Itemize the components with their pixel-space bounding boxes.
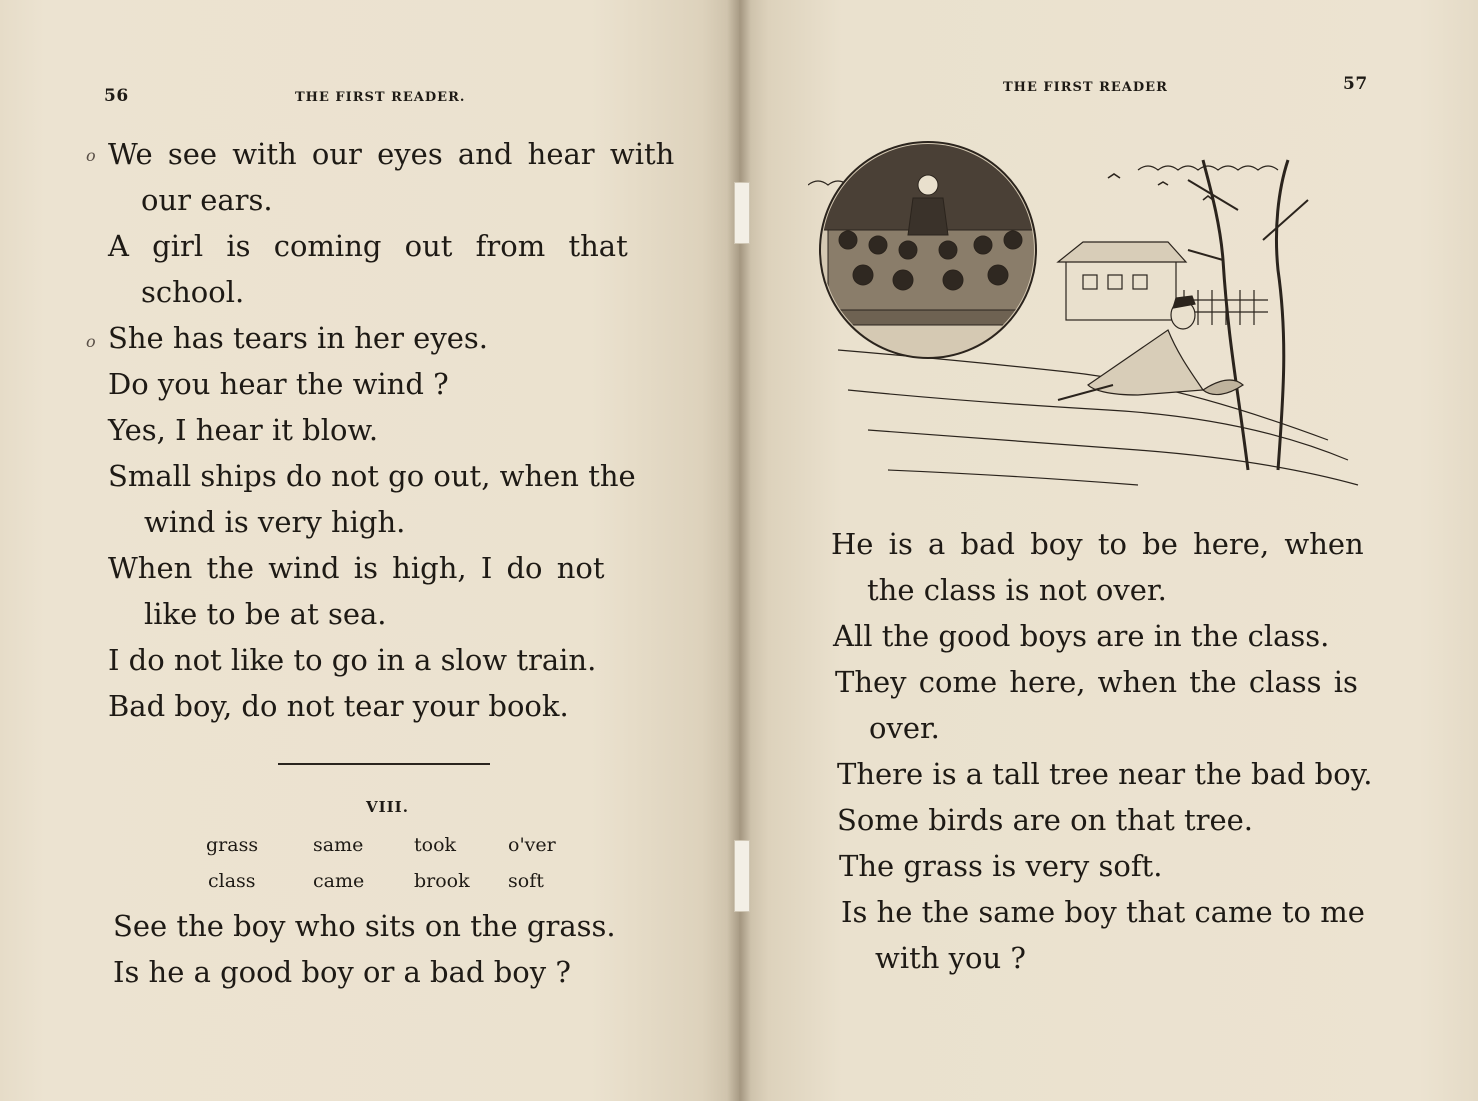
text-line: Is he the same boy that came to me (841, 895, 1365, 929)
text-line: Is he a good boy or a bad boy ? (113, 955, 571, 989)
engraving-illustration (808, 140, 1364, 510)
text-line: We see with our eyes and hear with (108, 137, 675, 171)
section-divider (278, 763, 490, 765)
vocabulary-word: o'ver (508, 834, 556, 856)
vocabulary-word: grass (206, 834, 259, 856)
text-line: They come here, when the class is (835, 665, 1358, 699)
text-line: Yes, I hear it blow. (108, 413, 379, 447)
text-line: The grass is very soft. (839, 849, 1163, 883)
page-number-right: 57 (1343, 74, 1368, 94)
page-number-left: 56 (104, 86, 129, 106)
vocabulary-word: soft (508, 870, 544, 892)
margin-mark-icon: o (86, 146, 96, 165)
text-line: There is a tall tree near the bad boy. (837, 757, 1373, 791)
text-line: He is a bad boy to be here, when (831, 527, 1364, 561)
text-line: with you ? (875, 941, 1026, 975)
running-head-left: THE FIRST READER. (295, 90, 466, 105)
text-line: All the good boys are in the class. (833, 619, 1330, 653)
text-line: over. (869, 711, 940, 745)
running-head-right: THE FIRST READER (1003, 80, 1168, 95)
text-line: Do you hear the wind ? (108, 367, 449, 401)
text-line: When the wind is high, I do not (108, 551, 605, 585)
vocabulary-word: took (414, 834, 457, 856)
vocabulary-word: class (208, 870, 256, 892)
text-line: school. (141, 275, 245, 309)
book-spine (727, 0, 751, 1101)
text-line: wind is very high. (144, 505, 406, 539)
vocabulary-word: same (313, 834, 364, 856)
vocabulary-word: brook (414, 870, 470, 892)
binding-thread (734, 182, 750, 244)
text-line: A girl is coming out from that (108, 229, 628, 263)
text-line: our ears. (141, 183, 273, 217)
vocabulary-word: came (313, 870, 365, 892)
lesson-number: VIII. (366, 798, 409, 816)
text-line: Small ships do not go out, when the (108, 459, 636, 493)
text-line: like to be at sea. (144, 597, 387, 631)
binding-thread (734, 840, 750, 912)
text-line: I do not like to go in a slow train. (108, 643, 597, 677)
margin-mark-icon: o (86, 332, 96, 351)
text-line: She has tears in her eyes. (108, 321, 488, 355)
text-line: See the boy who sits on the grass. (113, 909, 616, 943)
text-line: Bad boy, do not tear your book. (108, 689, 569, 723)
text-line: the class is not over. (867, 573, 1167, 607)
text-line: Some birds are on that tree. (837, 803, 1254, 837)
